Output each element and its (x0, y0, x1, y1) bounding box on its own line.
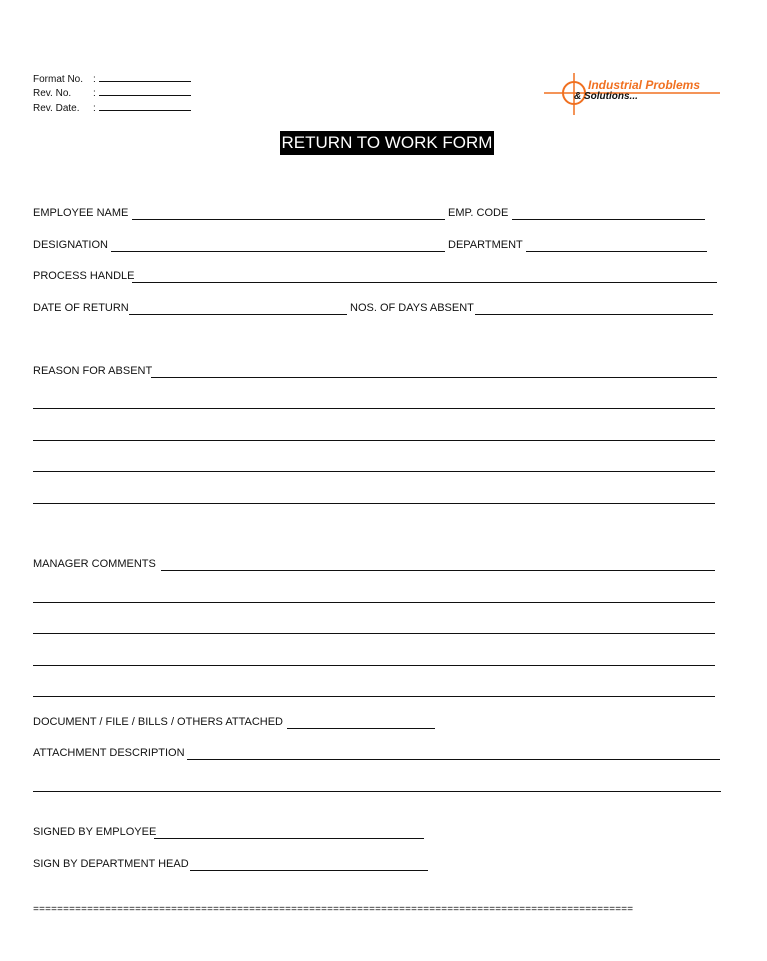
logo-line1: Industrial Problems (588, 78, 701, 92)
employee-name-label: EMPLOYEE NAME (33, 207, 129, 219)
attachment-description-label: ATTACHMENT DESCRIPTION (33, 747, 185, 759)
attachment-description-line-2[interactable] (33, 791, 721, 792)
format-no-label: Format No. (33, 74, 84, 85)
attachment-description-line-1[interactable] (187, 759, 720, 760)
process-handle-label: PROCESS HANDLE (33, 270, 135, 282)
sign-by-department-head-field[interactable] (190, 870, 428, 871)
reason-label: REASON FOR ABSENT (33, 365, 153, 377)
employee-name-field[interactable] (132, 219, 445, 220)
reason-field-line-4[interactable] (33, 471, 715, 472)
emp-code-label: EMP. CODE (448, 207, 509, 219)
process-handle-field[interactable] (132, 282, 717, 283)
manager-comments-line-5[interactable] (33, 696, 715, 697)
document-attached-field[interactable] (287, 728, 435, 729)
manager-comments-line-4[interactable] (33, 665, 715, 666)
reason-field-line-1[interactable] (151, 377, 717, 378)
days-absent-field[interactable] (475, 314, 713, 315)
department-field[interactable] (526, 251, 707, 252)
rev-date-field[interactable] (99, 102, 191, 111)
manager-comments-label: MANAGER COMMENTS (33, 558, 156, 570)
date-of-return-label: DATE OF RETURN (33, 302, 129, 314)
company-logo (544, 73, 722, 117)
footer-rule: ==================================================================================================== (33, 905, 634, 916)
format-no-row: Format No. : (33, 73, 191, 87)
manager-comments-line-3[interactable] (33, 633, 715, 634)
emp-code-field[interactable] (512, 219, 705, 220)
format-no-field[interactable] (99, 73, 191, 82)
department-label: DEPARTMENT (448, 239, 523, 251)
reason-field-line-2[interactable] (33, 408, 715, 409)
rev-no-row: Rev. No. : (33, 87, 191, 101)
rev-date-label: Rev. Date. (33, 103, 80, 114)
manager-comments-line-1[interactable] (161, 570, 715, 571)
reason-field-line-5[interactable] (33, 503, 715, 504)
date-of-return-field[interactable] (129, 314, 347, 315)
signed-by-employee-field[interactable] (154, 838, 424, 839)
document-attached-label: DOCUMENT / FILE / BILLS / OTHERS ATTACHED (33, 716, 283, 728)
designation-label: DESIGNATION (33, 239, 108, 251)
page-title: RETURN TO WORK FORM (280, 131, 494, 155)
logo-line2: & Solutions... (574, 91, 638, 102)
signed-by-employee-label: SIGNED BY EMPLOYEE (33, 826, 157, 838)
sign-by-department-head-label: SIGN BY DEPARTMENT HEAD (33, 858, 189, 870)
rev-date-row: Rev. Date. : (33, 102, 191, 116)
manager-comments-line-2[interactable] (33, 602, 715, 603)
rev-no-label: Rev. No. (33, 88, 72, 99)
designation-field[interactable] (111, 251, 445, 252)
days-absent-label: NOS. OF DAYS ABSENT (350, 302, 474, 314)
reason-field-line-3[interactable] (33, 440, 715, 441)
rev-no-field[interactable] (99, 87, 191, 96)
